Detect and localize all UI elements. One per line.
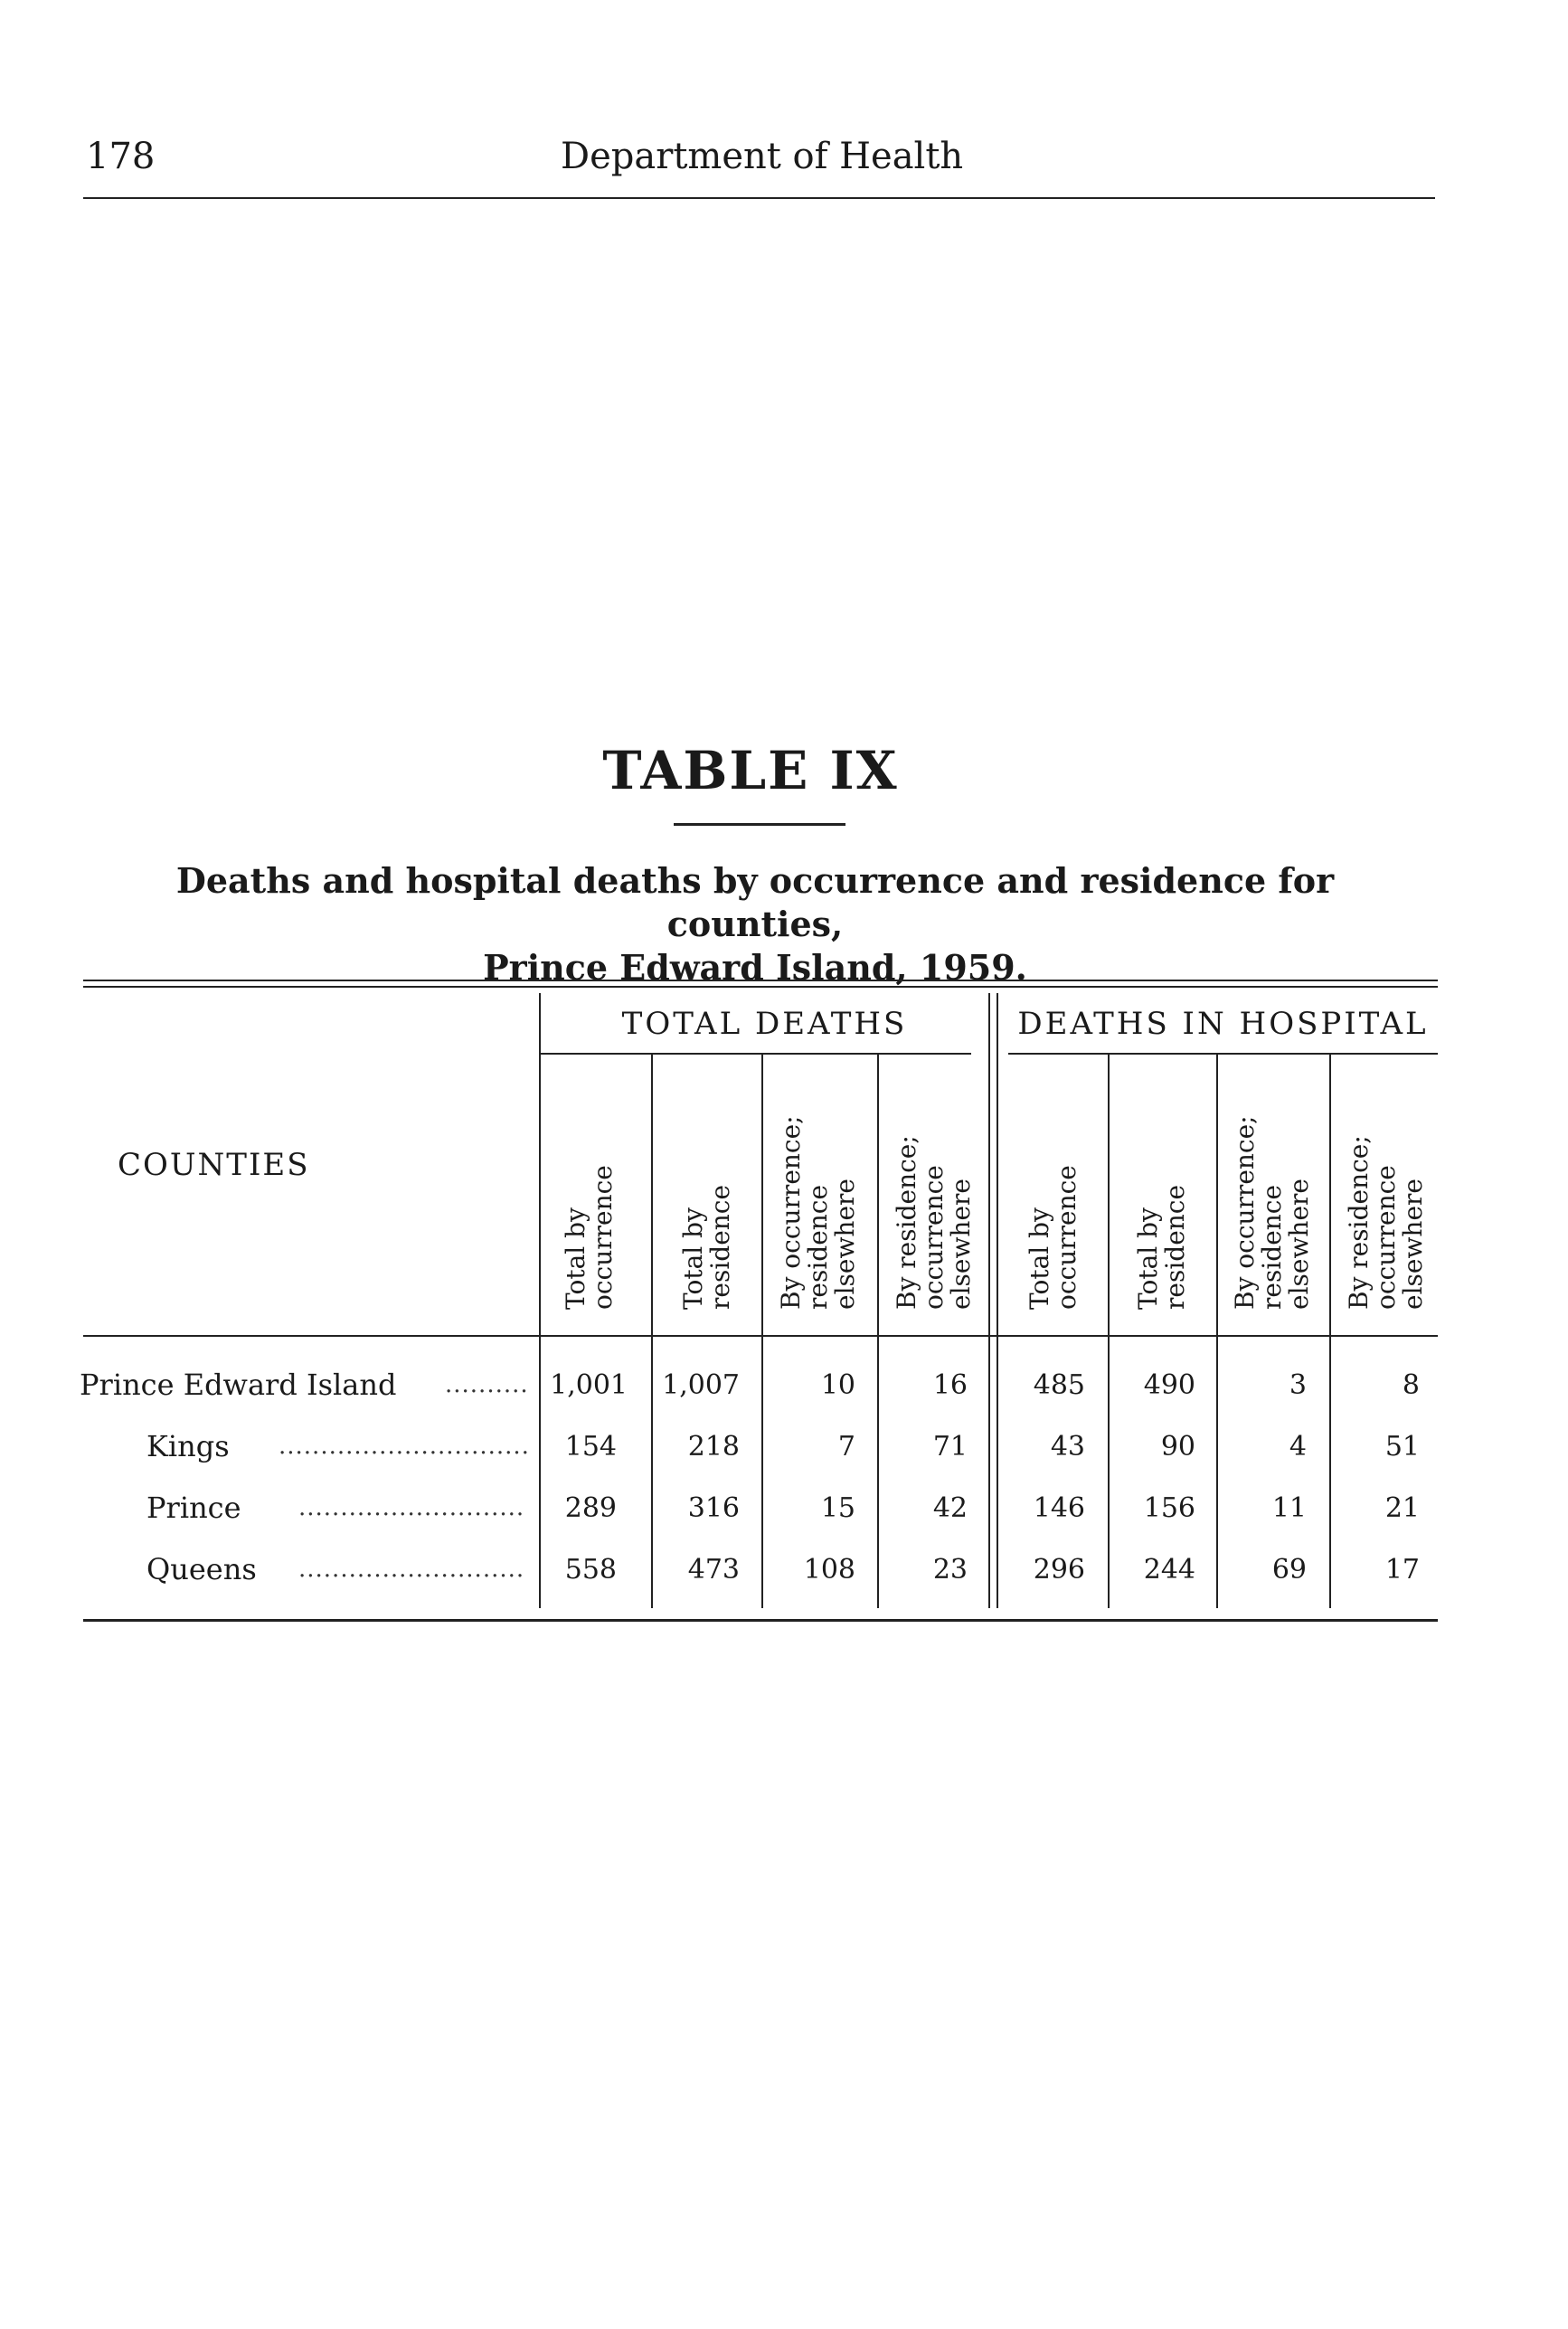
vrule-col-5 [1108,1055,1110,1608]
table-top-rule-2 [83,986,1438,988]
table-cell: 485 [1033,1369,1085,1401]
table-cell: 17 [1384,1554,1420,1586]
table-cell: 7 [837,1431,855,1463]
table-cell: 1,001 [550,1369,628,1401]
row-leader: .......... [445,1371,529,1398]
vrule-col-7 [1329,1055,1331,1608]
table-top-rule-1 [83,980,1438,981]
table-cell: 71 [932,1431,968,1463]
table-cell: 316 [687,1492,740,1524]
vrule-col-1 [651,1055,653,1608]
row-label: Queens [146,1552,257,1586]
vrule-col-6 [1216,1055,1218,1608]
table-cell: 15 [820,1492,855,1524]
table-cell: 16 [932,1369,968,1401]
row-label: Prince [146,1491,241,1525]
table-cell: 8 [1402,1369,1420,1401]
table-cell: 146 [1033,1492,1085,1524]
table-cell: 42 [932,1492,968,1524]
table-cell: 43 [1050,1431,1085,1463]
vrule-col-2 [761,1055,763,1608]
row-label: Prince Edward Island [80,1368,397,1402]
row-label: Kings [146,1429,230,1463]
table-cell: 21 [1384,1492,1420,1524]
table-cell: 244 [1143,1554,1195,1586]
table-cell: 473 [687,1554,740,1586]
running-head [86,136,1433,190]
table-cell: 10 [820,1369,855,1401]
table-cell: 490 [1143,1369,1195,1401]
caption-line-2: Prince Edward Island, 1959. [483,947,1027,988]
title-rule [674,823,845,826]
header-bottom-rule [83,1335,1438,1337]
page-number: 178 [86,136,156,177]
table-cell: 90 [1160,1431,1195,1463]
table-cell: 4 [1289,1431,1307,1463]
group-total-deaths: TOTAL DEATHS [621,1006,908,1042]
header-rule [83,197,1435,199]
caption-line-1: Deaths and hospital deaths by occurrence and residence for counties, [175,860,1335,944]
running-title: Department of Health [561,136,964,177]
group-rule-total [541,1053,971,1055]
table-caption [86,859,1424,989]
table-title: TABLE IX [602,740,899,801]
table-cell: 156 [1143,1492,1195,1524]
row-leader: ........................... [298,1494,525,1521]
table-cell: 3 [1289,1369,1307,1401]
table-cell: 51 [1384,1431,1420,1463]
table-cell: 296 [1033,1554,1085,1586]
table-cell: 558 [564,1554,617,1586]
table-cell: 23 [932,1554,968,1586]
table-cell: 218 [687,1431,740,1463]
vrule-group-a [988,993,990,1608]
table-cell: 11 [1271,1492,1307,1524]
table-bottom-rule [83,1619,1438,1622]
group-rule-hospital [1008,1053,1438,1055]
table-cell: 108 [803,1554,855,1586]
group-deaths-in-hospital: DEATHS IN HOSPITAL [1017,1006,1429,1042]
table-cell: 289 [564,1492,617,1524]
table-cell: 1,007 [662,1369,740,1401]
table-cell: 69 [1271,1554,1307,1586]
table-cell: 154 [564,1431,617,1463]
row-leader: ........................... [298,1556,525,1583]
row-leader: .............................. [279,1433,530,1460]
stub-header: COUNTIES [118,1147,310,1183]
vrule-col-3 [877,1055,879,1608]
